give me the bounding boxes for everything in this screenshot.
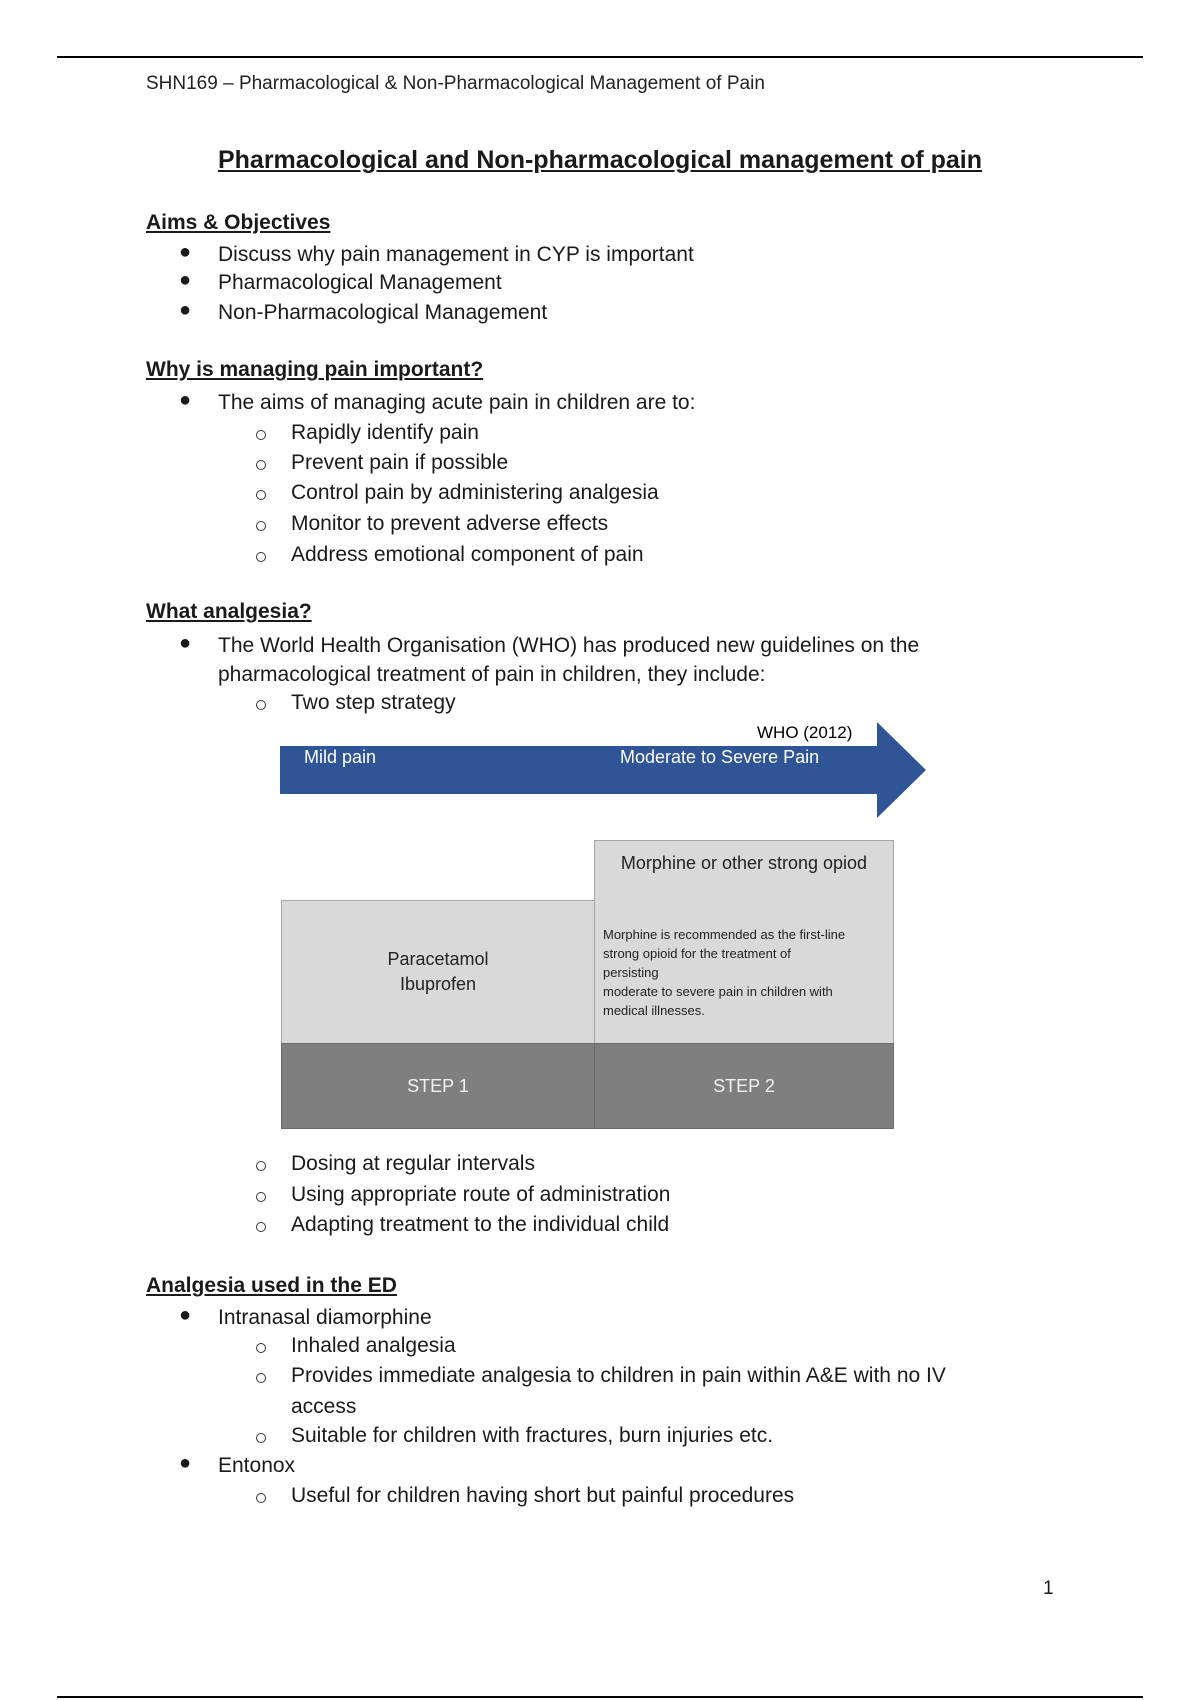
ed-bullet: Entonox bbox=[218, 1454, 296, 1477]
what-bullet-line1: The World Health Organisation (WHO) has produced new guidelines on the bbox=[218, 634, 920, 657]
who-source-label: WHO (2012) bbox=[753, 723, 856, 743]
why-subitem: Prevent pain if possible bbox=[291, 451, 509, 474]
arrow-label-mild: Mild pain bbox=[304, 747, 377, 767]
why-bullet: The aims of managing acute pain in children are to: bbox=[218, 391, 696, 414]
sub-bullet-circle bbox=[256, 430, 266, 440]
aims-item: Non-Pharmacological Management bbox=[218, 301, 548, 324]
footer-rule bbox=[57, 1696, 1143, 1698]
step2-desc-line: moderate to severe pain in children with bbox=[603, 984, 833, 999]
step1-drug: Paracetamol bbox=[387, 949, 489, 969]
why-subitem: Rapidly identify pain bbox=[291, 421, 479, 444]
why-subitem: Control pain by administering analgesia bbox=[291, 481, 659, 504]
what-subitem: Dosing at regular intervals bbox=[291, 1152, 535, 1175]
running-header: SHN169 – Pharmacological & Non-Pharmacological Management of Pain bbox=[146, 73, 765, 94]
step2-desc-line: persisting bbox=[603, 965, 659, 980]
step2-label: STEP 2 bbox=[594, 1043, 894, 1129]
what-subitem: Adapting treatment to the individual child bbox=[291, 1213, 670, 1236]
aims-heading: Aims & Objectives bbox=[146, 211, 331, 234]
sub-bullet-circle bbox=[256, 1222, 266, 1232]
bullet-dot: ● bbox=[179, 299, 192, 321]
bullet-dot: ● bbox=[179, 1452, 192, 1474]
sub-bullet-circle bbox=[256, 1433, 266, 1443]
why-subitem: Address emotional component of pain bbox=[291, 543, 644, 566]
what-bullet-line2: pharmacological treatment of pain in children, they include: bbox=[218, 663, 766, 686]
step2-title: Morphine or other strong opiod bbox=[620, 853, 868, 873]
page-title: Pharmacological and Non-pharmacological management of pain bbox=[217, 146, 983, 174]
aims-item: Pharmacological Management bbox=[218, 271, 502, 294]
sub-bullet-circle bbox=[256, 460, 266, 470]
aims-item: Discuss why pain management in CYP is important bbox=[218, 243, 694, 266]
sub-bullet-circle bbox=[256, 1373, 266, 1383]
bullet-dot: ● bbox=[179, 241, 192, 263]
page-number: 1 bbox=[1043, 1578, 1054, 1599]
sub-bullet-circle bbox=[256, 552, 266, 562]
arrow-label-severe: Moderate to Severe Pain bbox=[620, 747, 820, 767]
sub-bullet-circle bbox=[256, 490, 266, 500]
step1-drug-box bbox=[281, 900, 595, 1045]
sub-bullet-circle bbox=[256, 700, 266, 710]
why-subitem: Monitor to prevent adverse effects bbox=[291, 512, 609, 535]
sub-bullet-circle bbox=[256, 1343, 266, 1353]
bullet-dot: ● bbox=[179, 1304, 192, 1326]
step2-drug-box bbox=[594, 840, 894, 1045]
ed-heading: Analgesia used in the ED bbox=[146, 1274, 397, 1297]
bullet-dot: ● bbox=[179, 632, 192, 654]
header-rule bbox=[57, 56, 1143, 58]
ed-subitem: Inhaled analgesia bbox=[291, 1334, 456, 1357]
ed-bullet: Intranasal diamorphine bbox=[218, 1306, 432, 1329]
what-subitem: Two step strategy bbox=[291, 691, 456, 714]
what-subitem: Using appropriate route of administration bbox=[291, 1183, 671, 1206]
why-heading: Why is managing pain important? bbox=[146, 358, 484, 381]
ed-subitem-line1: Provides immediate analgesia to children in pain within A&E with no IV bbox=[291, 1364, 946, 1387]
bullet-dot: ● bbox=[179, 389, 192, 411]
ed-subitem: Suitable for children with fractures, burn injuries etc. bbox=[291, 1424, 774, 1447]
step2-desc-line: Morphine is recommended as the first-line bbox=[603, 927, 846, 942]
step1-drugs bbox=[282, 947, 594, 997]
step1-drug: Ibuprofen bbox=[399, 974, 477, 994]
sub-bullet-circle bbox=[256, 1161, 266, 1171]
sub-bullet-circle bbox=[256, 1192, 266, 1202]
ed-subitem-line2: access bbox=[291, 1395, 357, 1418]
sub-bullet-circle bbox=[256, 521, 266, 531]
step2-desc-line: strong opioid for the treatment of bbox=[603, 946, 791, 961]
sub-bullet-circle bbox=[256, 1493, 266, 1503]
what-heading: What analgesia? bbox=[146, 600, 312, 623]
step2-desc-line: medical illnesses. bbox=[603, 1003, 705, 1018]
bullet-dot: ● bbox=[179, 269, 192, 291]
ed-subitem: Useful for children having short but painful procedures bbox=[291, 1484, 795, 1507]
step2-description bbox=[603, 925, 845, 1020]
step1-label: STEP 1 bbox=[281, 1043, 595, 1129]
